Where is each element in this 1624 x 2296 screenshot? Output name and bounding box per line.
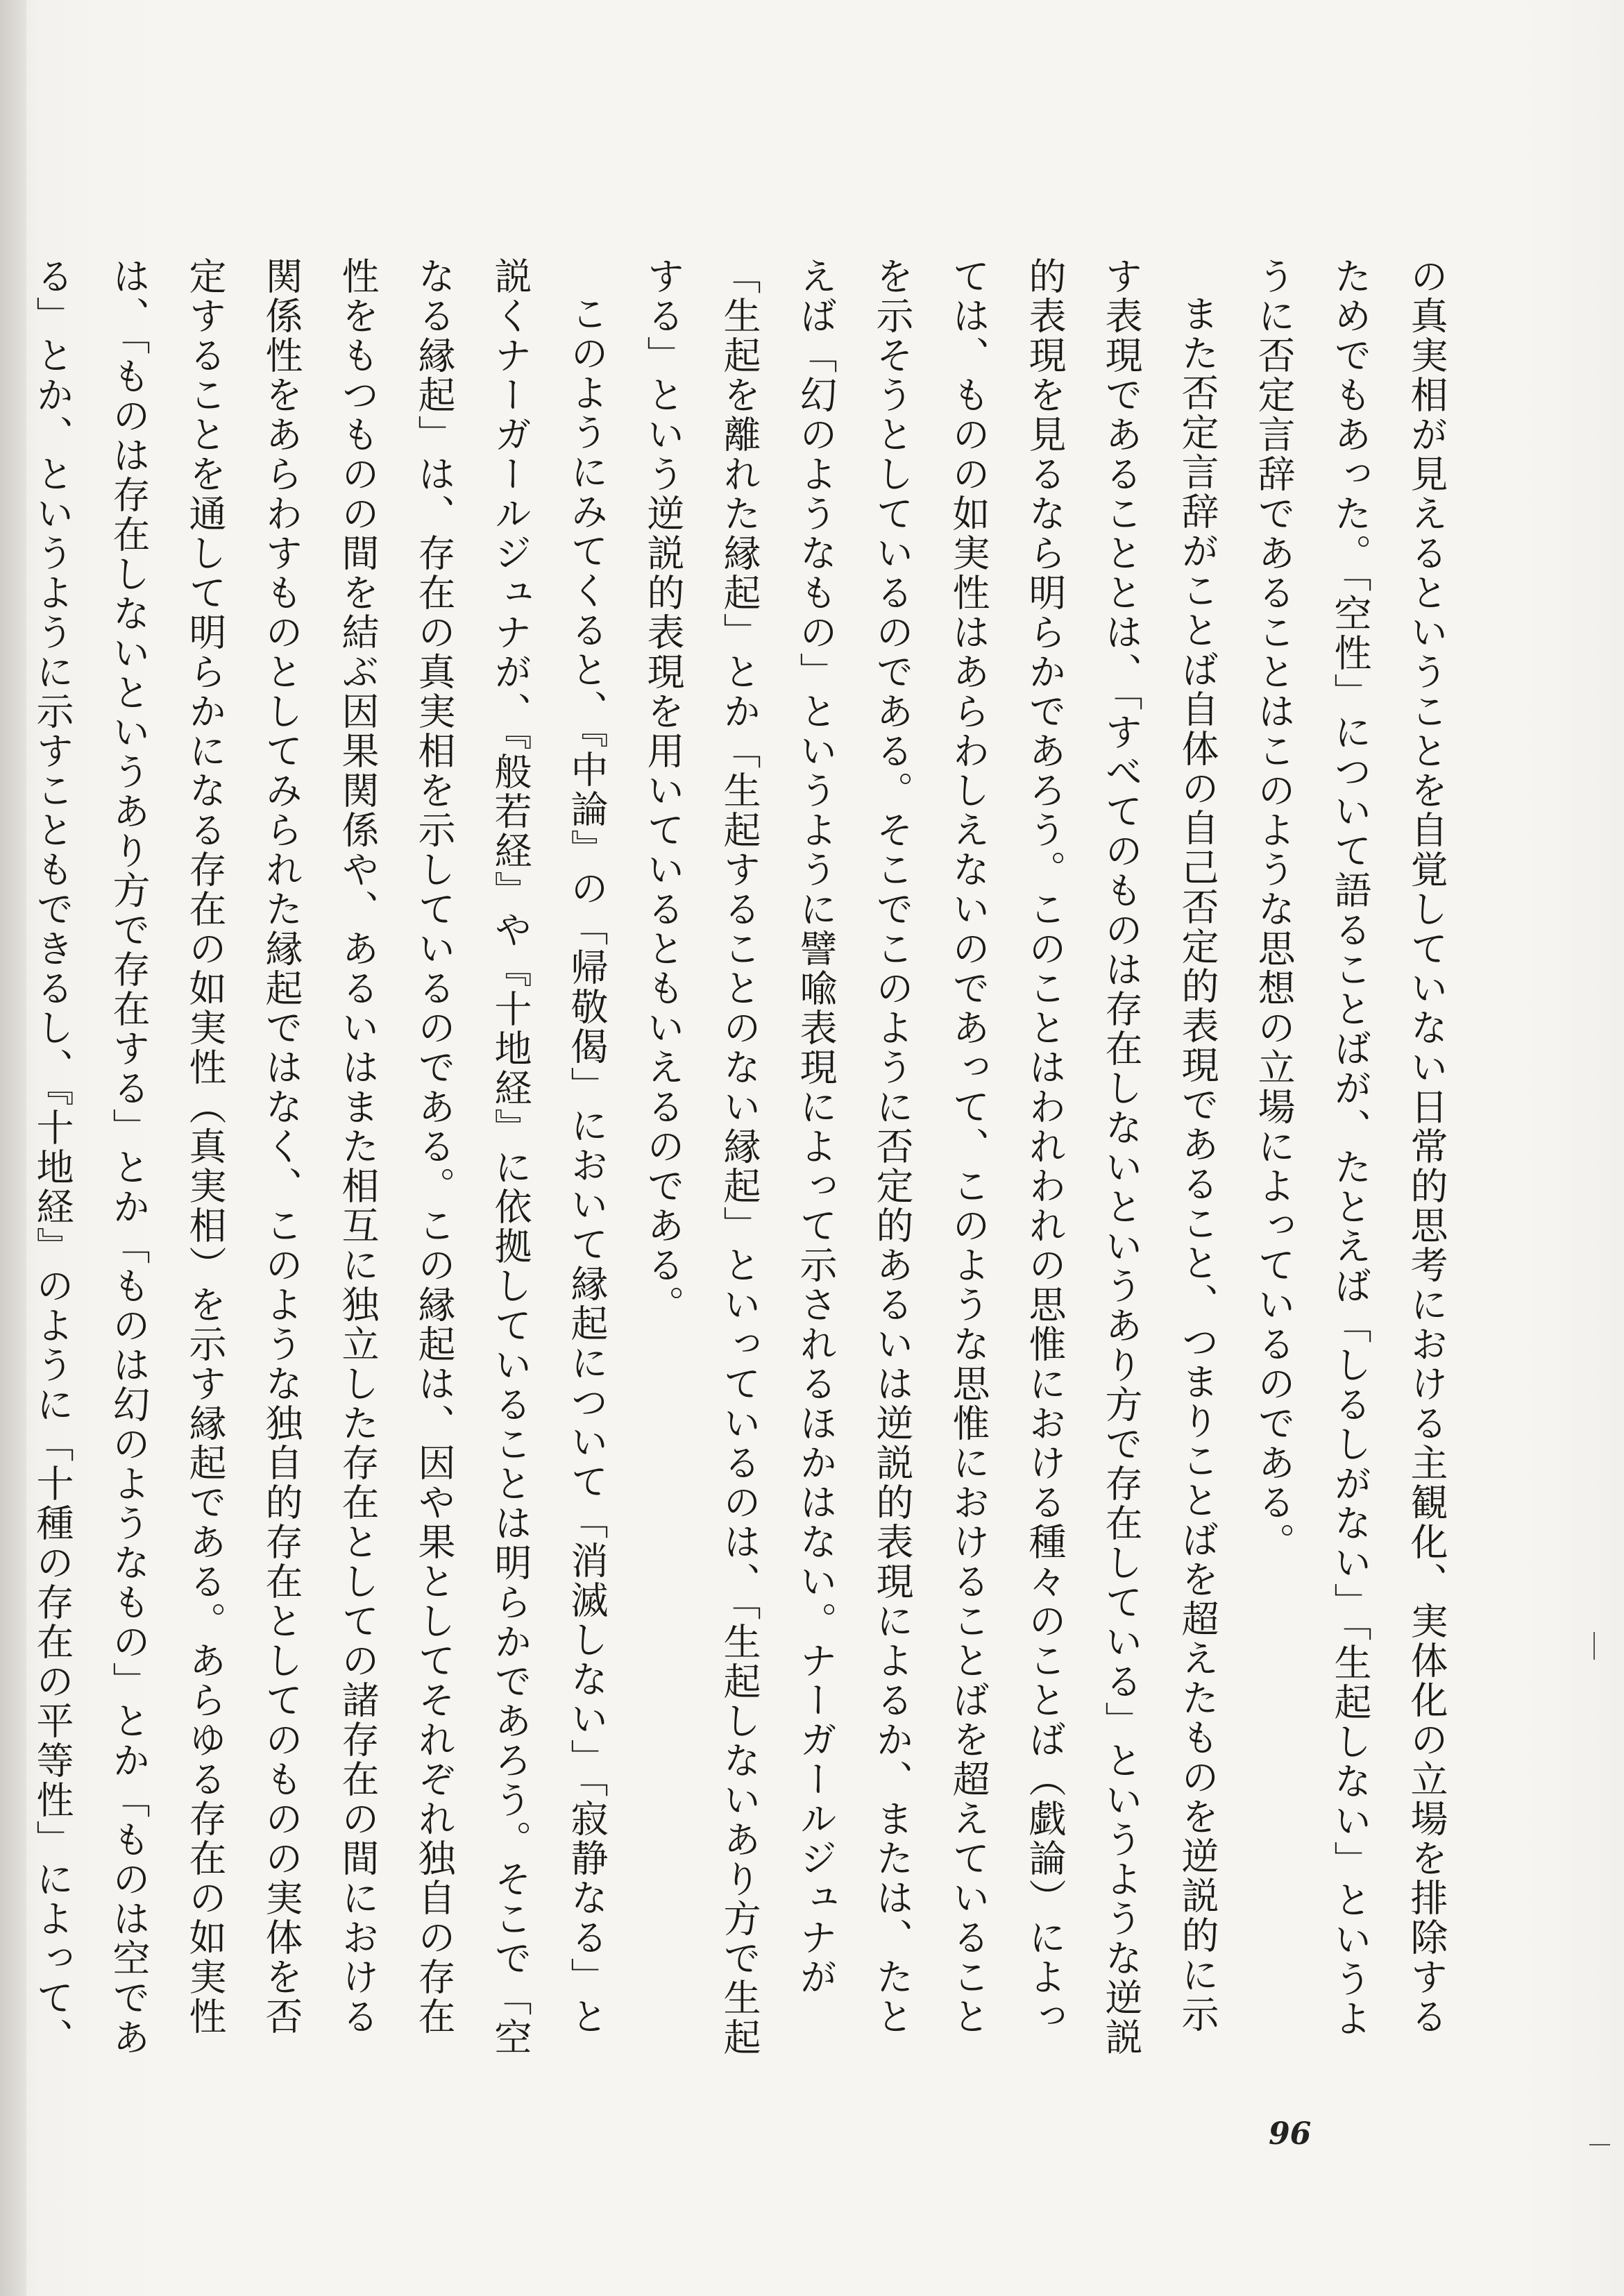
paragraph-conclusion: このようにみてくると、『中論』の「帰敬偈」において縁起について「消滅しない」「寂静なる」と説くナーガールジュナが、『般若経』や『十地経』に依拠していることは明らかであろう。そこで「空なる縁起」は、存在の真実相を示しているのである。この縁起は、因や果としてそれぞれ独自の存在性をもつものの間を結ぶ因果関係や、あるいはまた相互に独立した存在としての諸存在の間における関係性をあらわすものとしてみられた縁起ではなく、このような独自的存在としてのものの実体を否定することを通して明らかになる存在の如実性（真実相）を示す縁起である。あらゆる存在の如実性は、「ものは存在しないというあり方で存在する」とか「ものは幻のようなもの」とか「ものは空である」とか、というように示すこともできるし、『十地経』のように「十種の存在の平等性」によって、 — [31, 257, 609, 2057]
paragraph-continuation: の真実相が見えるということを自覚していない日常的思考における主観化、実体化の立場を排除するためでもあった。「空性」について語ることばが、たとえば「しるしがない」「生起しない」というように否定言辞であることはこのような思想の立場によっているのである。 — [1252, 257, 1448, 2039]
paragraph-negation: また否定言辞がことば自体の自己否定的表現であること、つまりことばを超えたものを逆説的に示す表現であることとは、「すべてのものは存在しないというあり方で存在している」というような逆説的表現を見るなら明らかであろう。このことはわれわれの思惟における種々のことば（戯論）によっては、ものの如実性はあらわしえないのであって、このような思惟におけることばを超えていることを示そうとしているのである。そこでこのように否定的あるいは逆説的表現によるか、または、たとえば「幻のようなもの」というように譬喩表現によって示されるほかはない。ナーガールジュナが「生起を離れた縁起」とか「生起することのない縁起」といっているのは、「生起しないあり方で生起する」という逆説的表現を用いているともいえるのである。 — [641, 257, 1219, 2057]
scan-mark — [1589, 2144, 1610, 2145]
page-number: 96 — [1269, 2116, 1312, 2152]
scan-mark — [1593, 1632, 1595, 1660]
vertical-text-body — [31, 257, 1464, 2061]
